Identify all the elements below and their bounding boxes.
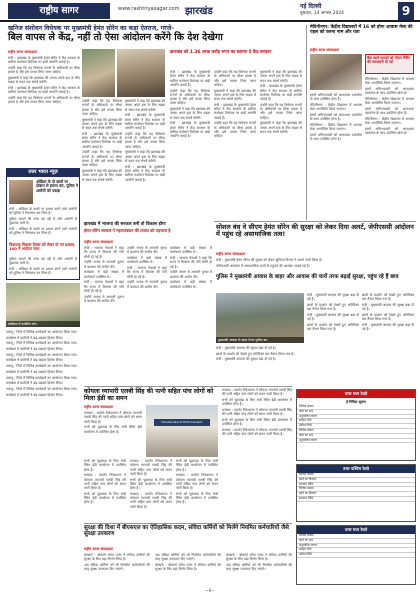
koyla-body-2: सभी को पूछताछ के लिए रांची स्थित ईडी कार्यालय में उपस्थित होना है। धनबाद : प्रवर्तन निदेशालय ने कोयला व्यापारी एलबी सिंह की पत्नी सहित पांच लोगों को समन जारी किया है। सभी को पूछताछ के लिए रांची स्थित ईडी कार्यालय में उपस्थित होना है।: [84, 459, 126, 505]
news-box-headline: ओडिशा के दो छात्रों पर दोबारा से हमला कर, पुलिस ने आरोपी को पकड़ा: [36, 179, 79, 193]
right-top-body-a: मेदिनीनगर : केंद्रीय विद्यालय में आवास मेला आयोजित किया जाएगा। इसमें अभिभावकों को आवश्यक दस्तावेज के साथ उपस्थित होना है। मेदिनीनगर : केंद्रीय विद्यालय में आवास मेला आयोजित किया जाएगा। इसमें अभिभावकों को आवश्यक दस्तावेज के साथ उपस्थित होना है। मेदिनीनगर : केंद्रीय विद्यालय में आवास मेला आयोजित किया जाएगा। इसमें अभिभावकों को आवश्यक दस्तावेज के साथ उपस्थित होना है।: [365, 77, 414, 136]
bottom-headline: सुरक्षा की दिशा में बीएसएल का ऐतिहासिक कदम, संविदा कर्मियों को मिलेंगे नियमित कर्मचारियों जैसे सुरक्षा उपकरण: [84, 525, 289, 538]
newspaper-brand: राष्ट्रीय सागर: [8, 3, 110, 19]
lead-photo-left: [82, 49, 115, 97]
bottom-body-2: अब संविदा कर्मियों को भी नियमित कर्मचारियों की तरह सुरक्षा उपकरण दिए जाएंगे। बोकारो : बोकारो स्टील प्लांट ने संविदा कर्मियों की सुरक्षा के लिए बड़ा निर्णय लिया है।: [155, 553, 221, 572]
lead-kicker: खनिज संशोधन विधेयक पर मुख्यमंत्री हेमंत सोरेन का कड़ा ऐतराज, गरजे-: [8, 25, 174, 32]
newspaper-url: www.rashtriyasagar.com: [118, 6, 180, 12]
koyla-body-1: धनबाद : प्रवर्तन निदेशालय ने कोयला व्यापारी एलबी सिंह की पत्नी सहित पांच लोगों को समन जारी किया है। सभी को पूछताछ के लिए रांची स्थित ईडी कार्यालय में उपस्थित होना है।: [84, 411, 142, 434]
lead-body-col5: उन्होंने कहा कि यह विधेयक राज्यों के अधिकारों पर सीधा हमला है और इसे वापस लिया जाना चाहिए। मुख्यमंत्री ने कहा कि झारखंड की जनता अपने हक के लिए सड़क से सदन तक संघर्ष करेगी। रांची : झारखंड के मुख्यमंत्री हेमंत सोरेन ने केंद्र सरकार के खनिज संशोधन विधेयक पर कड़ी आपत्ति जताई है। उन्होंने कहा कि यह विधेयक राज्यों के अधिकारों पर सीधा हमला है और इसे वापस लिया जाना चाहिए।: [214, 70, 256, 139]
middle-sub: हेमंत सोरेन सरकार ने महागठबंधन की ताकत को पहचाना है: [84, 228, 171, 233]
railway-ad-notice: ई-निविदा सूचना: [346, 400, 366, 404]
railway-ad-2-title: उत्तर पश्चिम रेलवे: [297, 465, 415, 473]
lead-byline: राष्ट्रीय सागर संवाददाता: [8, 50, 38, 54]
koyla-headline: कोयला व्यापारी एलबी सिंह की पत्नी सहित पांच लोगों को मिला ईडी का समन: [84, 388, 214, 403]
edition-date: बुधवार, 14 अगस्त 2024: [300, 11, 345, 16]
bottom-byline: राष्ट्रीय सागर संवाददाता: [84, 547, 114, 551]
classified-ad: उत्तर मध्य रेलवे निविदा संख्या कार्य का नाम अनुमानित लागत धरोहर राशि अंतिम तिथि: [296, 525, 416, 585]
right-top-body-b: इसमें अभिभावकों को आवश्यक दस्तावेज के साथ उपस्थित होना है। मेदिनीनगर : केंद्रीय विद्यालय में आवास मेला आयोजित किया जाएगा। इसमें अभिभावकों को आवश्यक दस्तावेज के साथ उपस्थित होना है। मेदिनीनगर : केंद्रीय विद्यालय में आवास मेला आयोजित किया जाएगा। इसमें अभिभावकों को आवश्यक दस्तावेज के साथ उपस्थित होना है।: [310, 93, 362, 142]
column-rule: [306, 25, 307, 220]
lead-photo-center: [117, 49, 165, 97]
middle-body-2: उन्होंने जनता से आगामी चुनाव में बदलाव की अपील की। कार्यक्रम में बड़ी संख्या में कार्यकर्ता उपस्थित थे। रांची : भाजपा नेताओं ने कहा कि राज्य में विकास की गति धीमी हो गई है। उन्होंने जनता से आगामी चुनाव में बदलाव की अपील की।: [127, 246, 167, 289]
koyla-body-5: धनबाद : प्रवर्तन निदेशालय ने कोयला व्यापारी एलबी सिंह की पत्नी सहित पांच लोगों को समन जारी किया है। सभी को पूछताछ के लिए रांची स्थित ईडी कार्यालय में उपस्थित होना है। धनबाद : प्रवर्तन निदेशालय ने कोयला व्यापारी एलबी सिंह की पत्नी सहित पांच लोगों को समन जारी किया है। सभी को पूछताछ के लिए रांची स्थित ईडी कार्यालय में उपस्थित होना है। धनबाद : प्रवर्तन निदेशालय ने कोयला व्यापारी एलबी सिंह की पत्नी सहित पांच लोगों को समन जारी किया है।: [222, 388, 292, 437]
page-number: 9: [398, 2, 414, 20]
news-box-body-2: पुलिस मामले की जांच कर रही है और आरोपी से पूछताछ जारी है। रांची : ओडिशा के छात्रों पर हमला करने वाले आरोपी को पुलिस ने गिरफ्तार कर लिया है।: [9, 257, 77, 276]
horizontal-rule: [214, 221, 416, 222]
page-footer: ~9~: [205, 588, 215, 593]
railway-tender-ad-2: उत्तर पश्चिम रेलवे निविदा संख्या कार्य का विवरण समापन तिथि निविदा संख्या कार्य का विवरण समापन तिथि: [296, 464, 416, 522]
right-top-headline: मेदिनीनगर: केंद्रीय विद्यालयों में 16 को होगा आवास मेला की पहल को करना नाम और पता: [310, 25, 413, 36]
soren-headline: सोशल बंध वे सीएम हेमंत सोरेन की सुरक्षा को लेकर दिया अलर्ट, जेपीएससी आंदोलन में पहुंच रहे असामाजिक तत्व!: [216, 223, 414, 239]
middle-byline: राष्ट्रीय सागर संवाददाता: [84, 240, 114, 244]
police-headline: पुलिस ने मुख्यमंत्री आवास के बाहर और आवास की चारों तरफ बढ़ाई सुरक्षा, पहुंच रहे हैं छात्र: [216, 274, 399, 280]
right-top-byline: राष्ट्रीय सागर संवाददाता: [310, 48, 340, 52]
lead-body-col4: रांची : झारखंड के मुख्यमंत्री हेमंत सोरेन ने केंद्र सरकार के खनिज संशोधन विधेयक पर कड़ी आपत्ति जताई है। उन्होंने कहा कि यह विधेयक राज्यों के अधिकारों पर सीधा हमला है और इसे वापस लिया जाना चाहिए। मुख्यमंत्री ने कहा कि झारखंड की जनता अपने हक के लिए सड़क से सदन तक संघर्ष करेगी। रांची : झारखंड के मुख्यमंत्री हेमंत सोरेन ने केंद्र सरकार के खनिज संशोधन विधेयक पर कड़ी आपत्ति जताई है।: [170, 70, 210, 139]
right-top-box-title: बैंक खाते धारकों को पीएम रेसिंग की जानकारी दी गई: [367, 56, 410, 65]
news-box-body: रांची : ओडिशा के छात्रों पर हमला करने वाले आरोपी को पुलिस ने गिरफ्तार कर लिया है। पुलिस मामले की जांच कर रही है और आरोपी से पूछताछ जारी है। रांची : ओडिशा के छात्रों पर हमला करने वाले आरोपी को पुलिस ने गिरफ्तार कर लिया है।: [9, 207, 77, 236]
bottom-body-3: बोकारो : बोकारो स्टील प्लांट ने संविदा कर्मियों की सुरक्षा के लिए बड़ा निर्णय लिया है। अब संविदा कर्मियों को भी नियमित कर्मचारियों की तरह सुरक्षा उपकरण दिए जाएंगे।: [226, 553, 292, 572]
police-photo: मुख्यमंत्री आवास के बाहर तैनात पुलिस बल: [216, 293, 304, 343]
lead-sub-kicker: झारखंड को 1.36 लाख करोड़ रुपए का बकाया दे केंद्र सरकार: [170, 50, 272, 55]
koyla-body-3: धनबाद : प्रवर्तन निदेशालय ने कोयला व्यापारी एलबी सिंह की पत्नी सहित पांच लोगों को समन जारी किया है। सभी को पूछताछ के लिए रांची स्थित ईडी कार्यालय में उपस्थित होना है। धनबाद : प्रवर्तन निदेशालय ने कोयला व्यापारी एलबी सिंह की पत्नी सहित पांच लोगों को समन जारी किया है।: [130, 459, 172, 509]
soren-body: रांची : मुख्यमंत्री हेमंत सोरेन की सुरक्षा को लेकर खुफिया विभाग ने अलर्ट जारी किया है। जेपीएससी आंदोलन में असामाजिक तत्वों के पहुंचने की आशंका जताई गई है।: [216, 258, 323, 268]
koyla-byline: राष्ट्रीय सागर संवाददाता: [84, 405, 114, 409]
middle-body-3: कार्यक्रम में बड़ी संख्या में कार्यकर्ता उपस्थित थे। रांची : भाजपा नेताओं ने कहा कि राज्य में विकास की गति धीमी हो गई है। उन्होंने जनता से आगामी चुनाव में बदलाव की अपील की। कार्यक्रम में बड़ी संख्या में कार्यकर्ता उपस्थित थे।: [170, 246, 212, 289]
horizontal-rule: [84, 386, 292, 387]
masthead: [0, 0, 420, 22]
section-title: झारखंड: [185, 6, 213, 17]
edition-city: नई दिल्ली: [300, 3, 322, 10]
lead-body-col1: रांची : झारखंड के मुख्यमंत्री हेमंत सोरेन ने केंद्र सरकार के खनिज संशोधन विधेयक पर कड़ी आपत्ति जताई है। उन्होंने कहा कि यह विधेयक राज्यों के अधिकारों पर सीधा हमला है और इसे वापस लिया जाना चाहिए। मुख्यमंत्री ने कहा कि झारखंड की जनता अपने हक के लिए सड़क से सदन तक संघर्ष करेगी। रांची : झारखंड के मुख्यमंत्री हेमंत सोरेन ने केंद्र सरकार के खनिज संशोधन विधेयक पर कड़ी आपत्ति जताई है। उन्होंने कहा कि यह विधेयक राज्यों के अधिकारों पर सीधा हमला है और इसे वापस लिया जाना चाहिए।: [8, 56, 80, 105]
police-body-3: रांची : मुख्यमंत्री आवास की सुरक्षा बढ़ा दी गई है। छात्रों के प्रदर्शन को देखते हुए अतिरिक्त बल तैनात किया गया है। रांची : मुख्यमंत्री आवास की सुरक्षा बढ़ा दी गई है।: [216, 346, 295, 362]
railway-ad-title: उत्तर मध्य रेलवे: [297, 390, 415, 398]
news-box-subhead: विधायक विकास दिवस को लेकर दो नए प्रस्ताव, 100 में आवेदन जमा: [9, 242, 76, 252]
lead-headline: बिल वापस ले केंद्र, नहीं तो ऐसा आंदोलन करेंगे कि देश देखेगा: [8, 32, 223, 43]
lead-body-col2: उन्होंने कहा कि यह विधेयक राज्यों के अधिकारों पर सीधा हमला है और इसे वापस लिया जाना चाहिए। मुख्यमंत्री ने कहा कि झारखंड की जनता अपने हक के लिए सड़क से सदन तक संघर्ष करेगी। रांची : झारखंड के मुख्यमंत्री हेमंत सोरेन ने केंद्र सरकार के खनिज संशोधन विधेयक पर कड़ी आपत्ति जताई है। उन्होंने कहा कि यह विधेयक राज्यों के अधिकारों पर सीधा हमला है और इसे वापस लिया जाना चाहिए। मुख्यमंत्री ने कहा कि झारखंड की जनता अपने हक के लिए सड़क से सदन तक संघर्ष करेगी।: [82, 99, 122, 182]
koyla-body-4: सभी को पूछताछ के लिए रांची स्थित ईडी कार्यालय में उपस्थित होना है। धनबाद : प्रवर्तन निदेशालय ने कोयला व्यापारी एलबी सिंह की पत्नी सहित पांच लोगों को समन जारी किया है। सभी को पूछताछ के लिए रांची स्थित ईडी कार्यालय में उपस्थित होना है।: [176, 459, 218, 505]
police-body-1: रांची : मुख्यमंत्री आवास की सुरक्षा बढ़ा दी गई है। छात्रों के प्रदर्शन को देखते हुए अतिरिक्त बल तैनात किया गया है। रांची : मुख्यमंत्री आवास की सुरक्षा बढ़ा दी गई है। छात्रों के प्रदर्शन को देखते हुए अतिरिक्त बल तैनात किया गया है।: [307, 293, 359, 332]
middle-body-1: रांची : भाजपा नेताओं ने कहा कि राज्य में विकास की गति धीमी हो गई है। उन्होंने जनता से आगामी चुनाव में बदलाव की अपील की। कार्यक्रम में बड़ी संख्या में कार्यकर्ता उपस्थित थे। रांची : भाजपा नेताओं ने कहा कि राज्य में विकास की गति धीमी हो गई है। उन्होंने जनता से आगामी चुनाव में बदलाव की अपील की।: [84, 246, 124, 303]
right-top-photo: [310, 54, 362, 90]
railway-tender-ad: उत्तर मध्य रेलवे ई-निविदा सूचना निविदा संख्या कार्य का नाम अनुमानित लागत धरोहर राशि अंतिम तिथि निविदा संख्या कार्य का नाम अनुमानित लागत: [296, 389, 416, 461]
middle-headline: झारखंड में भाजपा की सरकार बनी तो विकास होगा: [84, 222, 166, 227]
bottom-body-1: बोकारो : बोकारो स्टील प्लांट ने संविदा कर्मियों की सुरक्षा के लिए बड़ा निर्णय लिया है। अब संविदा कर्मियों को भी नियमित कर्मचारियों की तरह सुरक्षा उपकरण दिए जाएंगे।: [84, 553, 150, 572]
news-box-title: उत्तर भारत न्यूज़: [6, 168, 80, 177]
left-bottom-body: पलामू : जिले में विभिन्न कार्यक्रमों का आयोजन किया गया। कार्यक्रम में ग्रामीणों ने बढ़-चढ़कर हिस्सा लिया। पलामू : जिले में विभिन्न कार्यक्रमों का आयोजन किया गया। कार्यक्रम में ग्रामीणों ने बढ़-चढ़कर हिस्सा लिया। पलामू : जिले में विभिन्न कार्यक्रमों का आयोजन किया गया। कार्यक्रम में ग्रामीणों ने बढ़-चढ़कर हिस्सा लिया। पलामू : जिले में विभिन्न कार्यक्रमों का आयोजन किया गया। कार्यक्रम में ग्रामीणों ने बढ़-चढ़कर हिस्सा लिया। पलामू : जिले में विभिन्न कार्यक्रमों का आयोजन किया गया। कार्यक्रम में ग्रामीणों ने बढ़-चढ़कर हिस्सा लिया। पलामू : जिले में विभिन्न कार्यक्रमों का आयोजन किया गया। कार्यक्रम में ग्रामीणों ने बढ़-चढ़कर हिस्सा लिया।: [6, 330, 78, 397]
police-body-2: छात्रों के प्रदर्शन को देखते हुए अतिरिक्त बल तैनात किया गया है। रांची : मुख्यमंत्री आवास की सुरक्षा बढ़ा दी गई है। छात्रों के प्रदर्शन को देखते हुए अतिरिक्त बल तैनात किया गया है। रांची : मुख्यमंत्री आवास की सुरक्षा बढ़ा दी गई है।: [362, 293, 414, 332]
lead-body-col3: मुख्यमंत्री ने कहा कि झारखंड की जनता अपने हक के लिए सड़क से सदन तक संघर्ष करेगी। रांची : झारखंड के मुख्यमंत्री हेमंत सोरेन ने केंद्र सरकार के खनिज संशोधन विधेयक पर कड़ी आपत्ति जताई है। उन्होंने कहा कि यह विधेयक राज्यों के अधिकारों पर सीधा हमला है और इसे वापस लिया जाना चाहिए। मुख्यमंत्री ने कहा कि झारखंड की जनता अपने हक के लिए सड़क से सदन तक संघर्ष करेगी। रांची : झारखंड के मुख्यमंत्री हेमंत सोरेन ने केंद्र सरकार के खनिज संशोधन विधेयक पर कड़ी आपत्ति जताई है।: [125, 99, 165, 182]
soren-byline: राष्ट्रीय सागर संवाददाता: [216, 252, 246, 256]
lead-body-col6: मुख्यमंत्री ने कहा कि झारखंड की जनता अपने हक के लिए सड़क से सदन तक संघर्ष करेगी। रांची : झारखंड के मुख्यमंत्री हेमंत सोरेन ने केंद्र सरकार के खनिज संशोधन विधेयक पर कड़ी आपत्ति जताई है। उन्होंने कहा कि यह विधेयक राज्यों के अधिकारों पर सीधा हमला है और इसे वापस लिया जाना चाहिए। मुख्यमंत्री ने कहा कि झारखंड की जनता अपने हक के लिए सड़क से सदन तक संघर्ष करेगी।: [260, 70, 302, 135]
horizontal-rule: [84, 523, 292, 524]
ed-signboard: Directorate of Enforcement: [154, 419, 210, 426]
ed-office-photo: [146, 405, 218, 457]
news-box-photo: [9, 180, 33, 204]
left-bottom-photo: कार्यक्रम में उपस्थित लोग: [6, 283, 80, 327]
right-top-box: [365, 54, 414, 74]
